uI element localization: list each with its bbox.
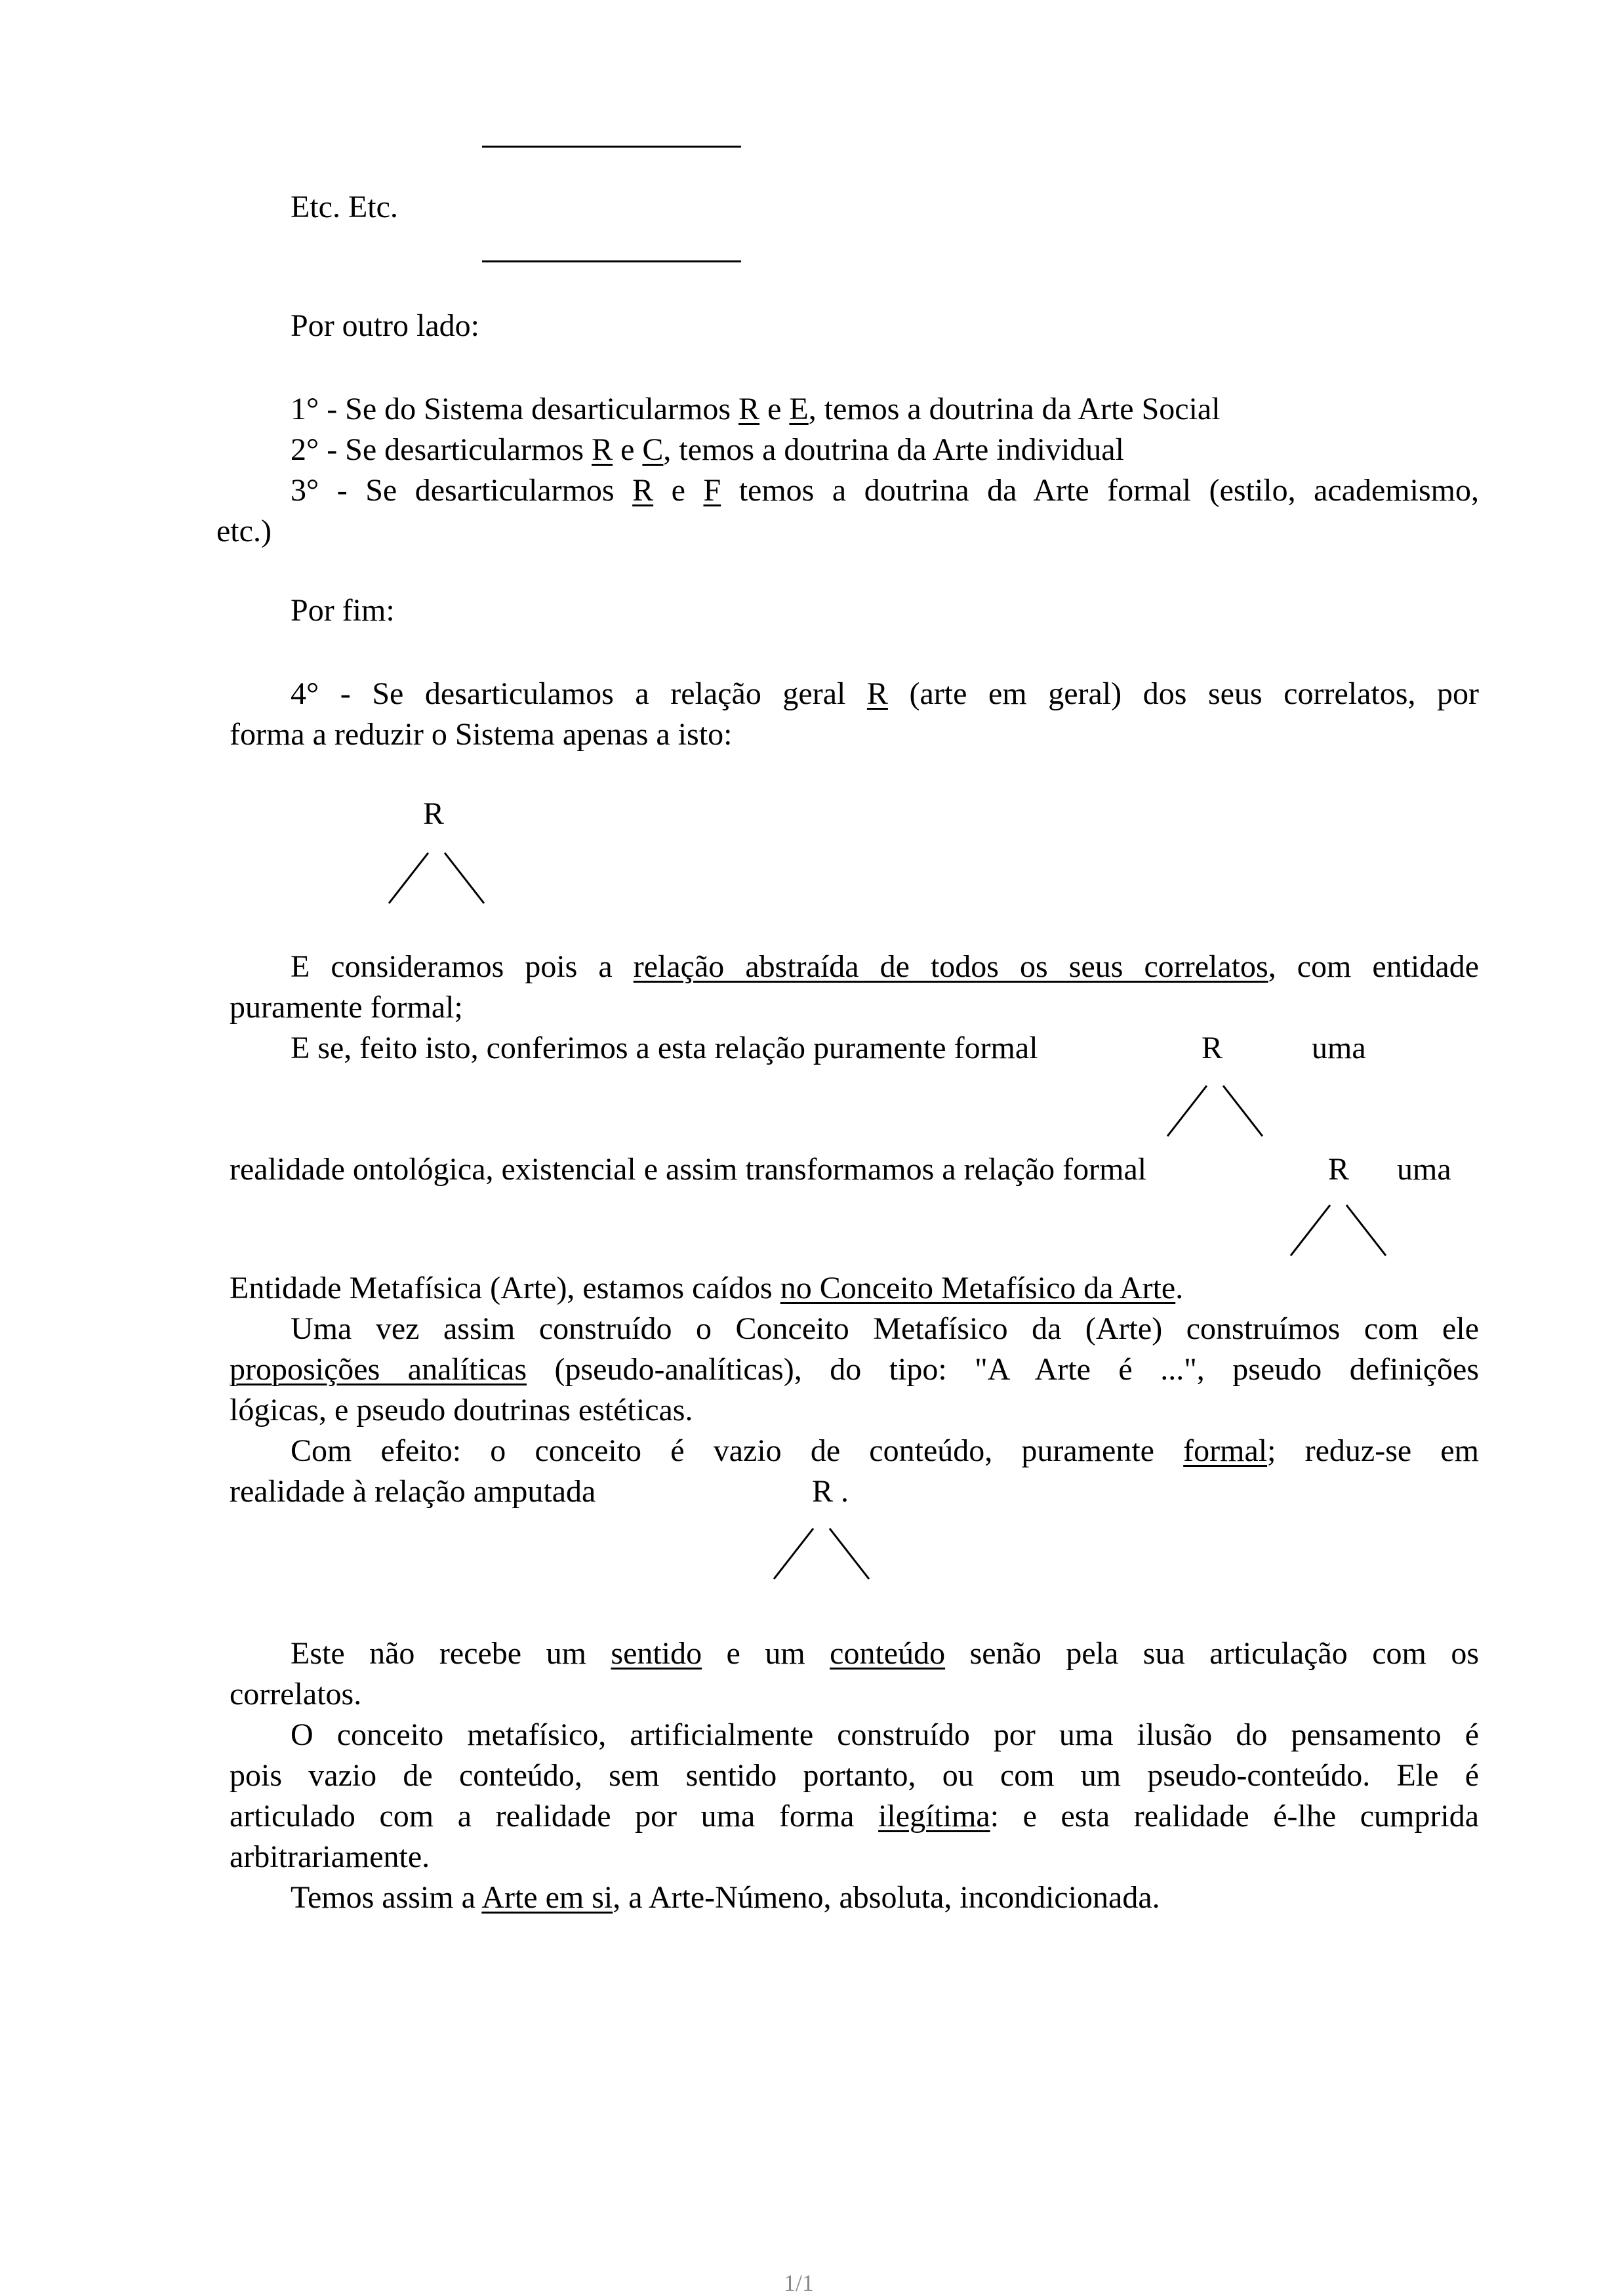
relation-branches-2 — [1164, 1082, 1269, 1141]
item-4: 4° - Se desarticulamos a relação geral R (arte em geral) dos seus correlatos, por — [291, 676, 1479, 711]
paragraph-8: O conceito metafísico, artificialmente construído por uma ilusão do pensamento é — [291, 1717, 1479, 1752]
paragraph-9: Temos assim a Arte em si, a Arte-Númeno, absoluta, incondicionada. — [291, 1880, 1160, 1915]
separator-rule-bottom — [482, 260, 741, 262]
relation-symbol: R — [423, 796, 445, 831]
item-3: 3° - Se desarticularmos R e F temos a doutrina da Arte formal (estilo, academismo, — [291, 473, 1479, 508]
paragraph-8-line-3: articulado com a realidade por uma forma ilegítima: e esta realidade é-lhe cumprida — [230, 1799, 1479, 1834]
separator-rule-top — [482, 146, 741, 148]
paragraph-4: Entidade Metafísica (Arte), estamos caídos no Conceito Metafísico da Arte. — [230, 1271, 1184, 1305]
paragraph-7: Este não recebe um sentido e um conteúdo senão pela sua articulação com os — [291, 1636, 1480, 1671]
paragraph-7-continuation: correlatos. — [230, 1677, 362, 1712]
relation-branches-4 — [771, 1525, 876, 1584]
paragraph-1-continuation: puramente formal; — [230, 990, 463, 1025]
intro-line: Por outro lado: — [291, 308, 479, 343]
paragraph-6: Com efeito: o conceito é vazio de conteúdo, puramente formal; reduz-se em — [291, 1433, 1479, 1468]
paragraph-3: realidade ontológica, existencial e assim transformamos a relação formal — [230, 1152, 1147, 1187]
etc-line: Etc. Etc. — [291, 190, 398, 224]
paragraph-2-end: uma — [1312, 1031, 1366, 1065]
paragraph-3-symbol: R — [1328, 1152, 1350, 1187]
paragraph-2: E se, feito isto, conferimos a esta relação puramente formal — [291, 1031, 1038, 1065]
paragraph-6-symbol: R . — [812, 1474, 849, 1509]
paragraph-8-line-4: arbitrariamente. — [230, 1839, 430, 1874]
paragraph-5-line-2: proposições analíticas (pseudo-analíticas), do tipo: "A Arte é ...", pseudo definições — [230, 1352, 1480, 1387]
item-3-continuation: etc.) — [216, 514, 272, 548]
relation-branches-1 — [386, 850, 491, 909]
paragraph-3-end: uma — [1397, 1152, 1451, 1187]
paragraph-5-line-3: lógicas, e pseudo doutrinas estéticas. — [230, 1393, 693, 1427]
item-2: 2° - Se desarticularmos R e C, temos a doutrina da Arte individual — [291, 432, 1124, 467]
paragraph-1: E consideramos pois a relação abstraída de todos os seus correlatos, com entidade — [291, 949, 1479, 984]
paragraph-2-symbol: R — [1202, 1031, 1223, 1065]
relation-branches-3 — [1287, 1202, 1392, 1261]
porfim-line: Por fim: — [291, 593, 395, 628]
paragraph-8-line-2: pois vazio de conteúdo, sem sentido portanto, ou com um pseudo-conteúdo. Ele é — [230, 1758, 1479, 1793]
item-4-continuation: forma a reduzir o Sistema apenas a isto: — [230, 717, 733, 752]
page-number: 1/1 — [784, 2270, 815, 2296]
item-1: 1° - Se do Sistema desarticularmos R e E, temos a doutrina da Arte Social — [291, 392, 1221, 426]
paragraph-6-continuation: realidade à relação amputada — [230, 1474, 596, 1509]
paragraph-5: Uma vez assim construído o Conceito Metafísico da (Arte) construímos com ele — [291, 1311, 1479, 1346]
